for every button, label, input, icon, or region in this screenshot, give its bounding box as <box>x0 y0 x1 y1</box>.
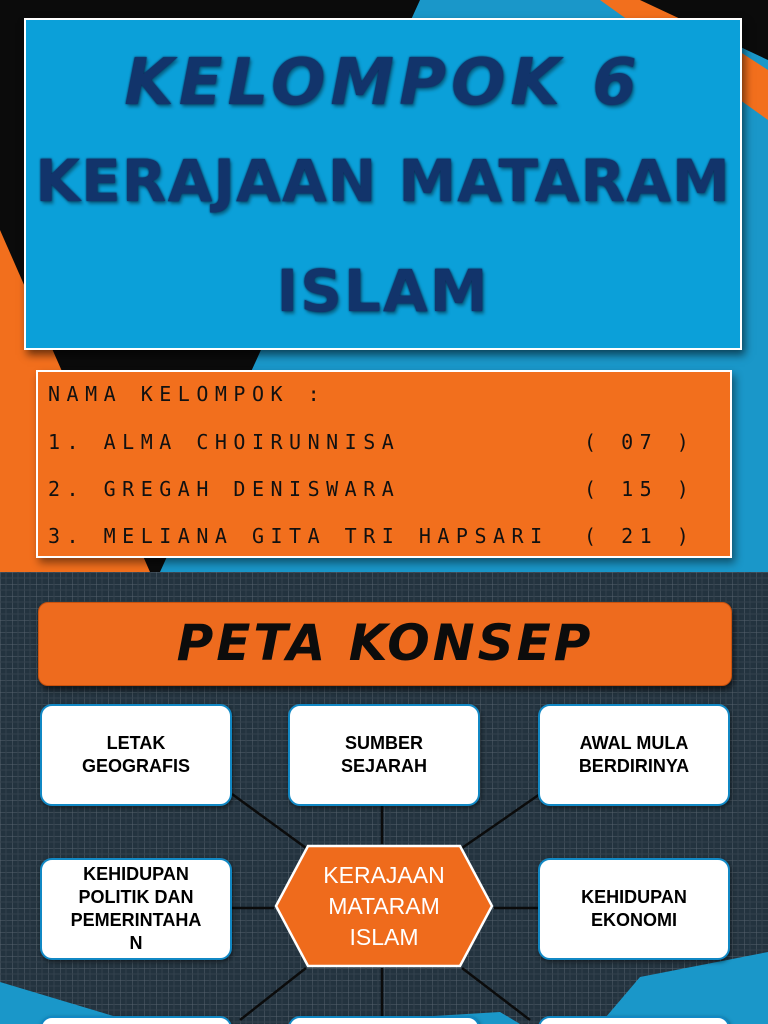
title-group-number: KELOMPOK 6 <box>124 46 642 120</box>
member-name: 2. GREGAH DENISWARA <box>48 477 401 501</box>
title-box <box>24 18 742 350</box>
node-awal-mula: AWAL MULA BERDIRINYA <box>538 704 730 806</box>
node-bottom-right <box>538 1016 730 1024</box>
concept-map-slide <box>0 572 768 1024</box>
member-name: 3. MELIANA GITA TRI HAPSARI <box>48 524 549 548</box>
member-number: ( 21 ) <box>584 524 696 548</box>
member-name: 1. ALMA CHOIRUNNISA <box>48 430 401 454</box>
node-bottom-center <box>288 1016 480 1024</box>
members-heading: NAMA KELOMPOK : <box>48 382 327 406</box>
node-kehidupan-ekonomi: KEHIDUPAN EKONOMI <box>538 858 730 960</box>
center-node-label: KERAJAAN MATARAM ISLAM <box>323 861 445 950</box>
concept-map-title-box <box>38 602 732 686</box>
node-sumber-sejarah: SUMBER SEJARAH <box>288 704 480 806</box>
members-box <box>36 370 732 558</box>
node-kehidupan-politik: KEHIDUPAN POLITIK DAN PEMERINTAHA N <box>40 858 232 960</box>
center-node <box>274 844 494 968</box>
title-kingdom-line2: ISLAM <box>276 257 490 325</box>
member-number: ( 15 ) <box>584 477 696 501</box>
member-number: ( 07 ) <box>584 430 696 454</box>
node-letak-geografis: LETAK GEOGRAFIS <box>40 704 232 806</box>
node-bottom-left <box>40 1016 232 1024</box>
title-kingdom-line1: KERAJAAN MATARAM <box>35 147 731 215</box>
concept-map-title: PETA KONSEP <box>176 614 594 672</box>
